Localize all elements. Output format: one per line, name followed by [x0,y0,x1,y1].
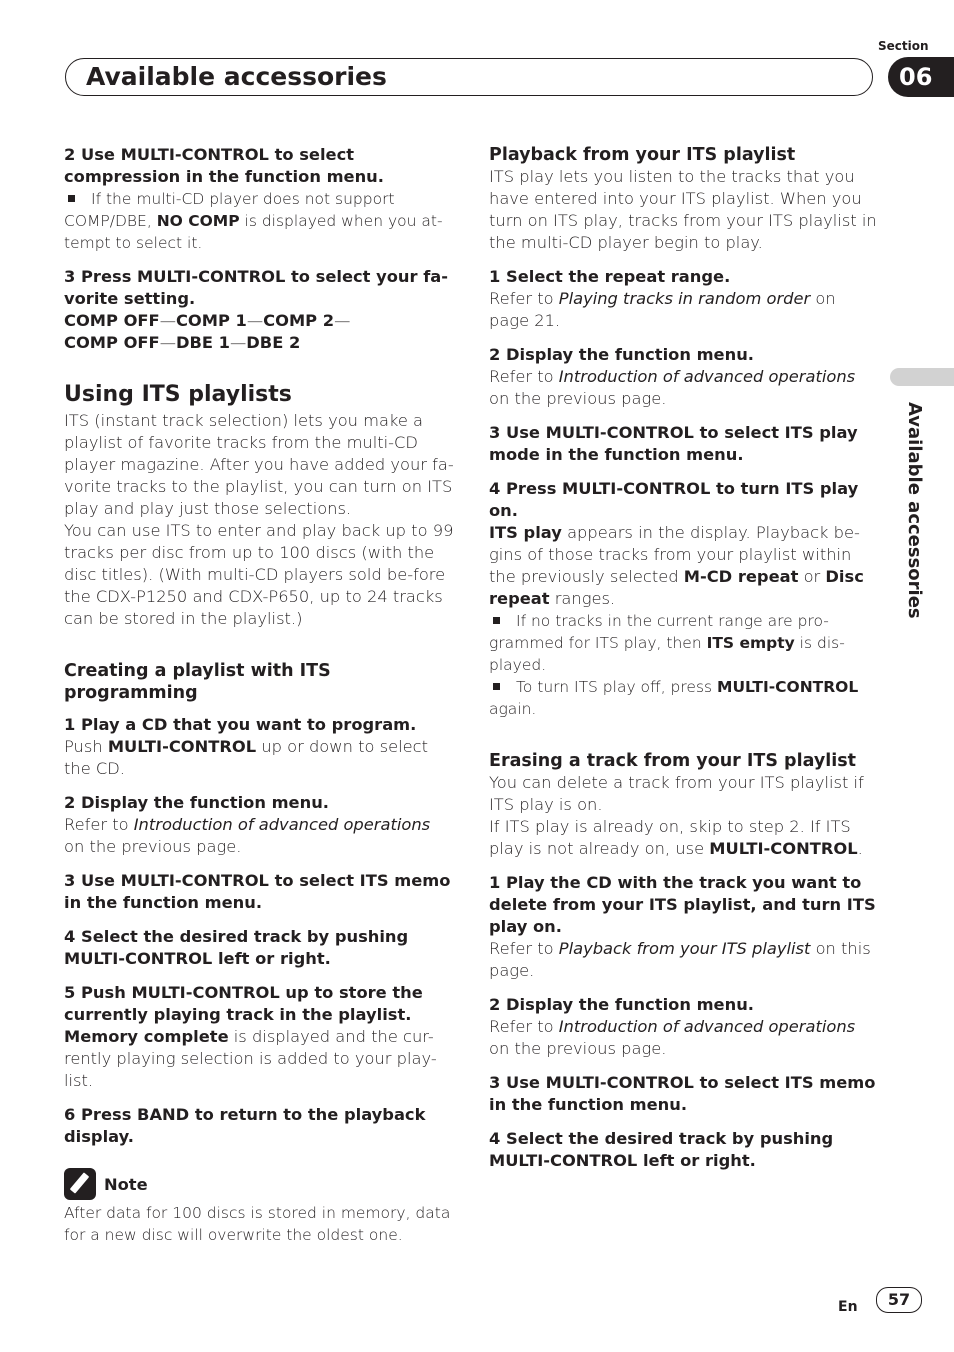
paragraph: ITS play appears in the display. Playback be-gins of those tracks from your playlist within the previously selected M-CD repeat or Disc repeat ranges. [489,523,864,608]
step-heading: 4 Press MULTI-CONTROL to turn ITS play on. [489,479,859,520]
paragraph: If ITS play is already on, skip to step 2. If ITS play is not already on, use MULTI-CONTROL. [489,817,863,858]
section-label: Section [878,39,929,53]
paragraph: Memory complete is displayed and the cur-rently playing selection is added to your play-list. [64,1027,437,1090]
paragraph: Refer to Playing tracks in random order on page 21. [489,289,836,330]
paragraph: ITS play lets you listen to the tracks that you have entered into your ITS playlist. When you turn on ITS play, tracks from your ITS playlist in the multi-CD player begin to play. [489,167,877,252]
option-sequence: COMP OFF—DBE 1—DBE 2 [64,333,301,352]
step-heading: 5 Push MULTI-CONTROL up to store the currently playing track in the playlist. [64,983,423,1024]
language-label: En [838,1299,858,1315]
paragraph: You can use ITS to enter and play back up to 99 tracks per disc from up to 100 discs (with the disc titles). (With multi-CD players sold be-fore the CDX-P1250 and CDX-P650, up to 24 tracks can be stored in the playlist.) [64,521,454,628]
header-bar [65,58,873,96]
bullet-item: To turn ITS play off, press MULTI-CONTROL again. [489,678,859,718]
paragraph: Refer to Introduction of advanced operations on the previous page. [489,367,856,408]
note-label: Note [104,1174,148,1194]
pencil-icon [64,1168,96,1200]
section-number-badge: 06 [888,57,954,97]
bullet-icon [493,617,500,624]
bullet-icon [68,195,75,202]
paragraph: Refer to Introduction of advanced operations on the previous page. [489,1017,856,1058]
side-tab-marker [890,368,954,386]
section-heading: Using ITS playlists [64,382,292,407]
right-column [489,144,879,1172]
step-heading: 1 Play a CD that you want to program. [64,715,417,734]
step-heading: 1 Play the CD with the track you want to delete from your ITS playlist, and turn ITS play on. [489,873,876,936]
note-header [64,1168,454,1200]
bullet-icon [493,683,500,690]
step-heading: 4 Select the desired track by pushing MULTI-CONTROL left or right. [64,927,409,968]
paragraph: Refer to Introduction of advanced operations on the previous page. [64,815,431,856]
note-text: After data for 100 discs is stored in memory, data for a new disc will overwrite the oldest one. [64,1204,451,1244]
paragraph: ITS (instant track selection) lets you make a playlist of favorite tracks from the multi-CD player magazine. After you have added your fa-vorite tracks to the playlist, you can turn on ITS play and play just those selections. [64,411,454,518]
step-heading: 2 Display the function menu. [489,345,754,364]
bullet-item: If no tracks in the current range are pro-grammed for ITS play, then ITS empty is dis-played. [489,612,845,674]
step-heading: 3 Press MULTI-CONTROL to select your fa-vorite setting. [64,267,449,308]
paragraph: Push MULTI-CONTROL up or down to select the CD. [64,737,428,778]
step-heading: 2 Display the function menu. [64,793,329,812]
step-heading: 4 Select the desired track by pushing MULTI-CONTROL left or right. [489,1129,834,1170]
step-heading: 2 Use MULTI-CONTROL to select compression in the function menu. [64,145,384,186]
paragraph: Refer to Playback from your ITS playlist on this page. [489,939,871,980]
left-column [64,144,454,1246]
subsection-heading: Creating a playlist with ITS programming [64,661,331,703]
step-heading: 3 Use MULTI-CONTROL to select ITS play mode in the function menu. [489,423,858,464]
subsection-heading: Playback from your ITS playlist [489,145,796,165]
page-title: Available accessories [86,62,387,91]
page-number: 57 [876,1287,922,1313]
step-heading: 3 Use MULTI-CONTROL to select ITS memo in the function menu. [64,871,451,912]
subsection-heading: Erasing a track from your ITS playlist [489,751,857,771]
option-sequence: COMP OFF—COMP 1—COMP 2— [64,311,351,330]
side-tab-label: Available accessories [904,402,925,619]
step-heading: 2 Display the function menu. [489,995,754,1014]
step-heading: 3 Use MULTI-CONTROL to select ITS memo in the function menu. [489,1073,876,1114]
paragraph: You can delete a track from your ITS playlist if ITS play is on. [489,773,864,814]
step-heading: 6 Press BAND to return to the playback display. [64,1105,426,1146]
step-heading: 1 Select the repeat range. [489,267,731,286]
bullet-item: If the multi-CD player does not support COMP/DBE, NO COMP is displayed when you at-tempt to select it. [64,190,443,252]
